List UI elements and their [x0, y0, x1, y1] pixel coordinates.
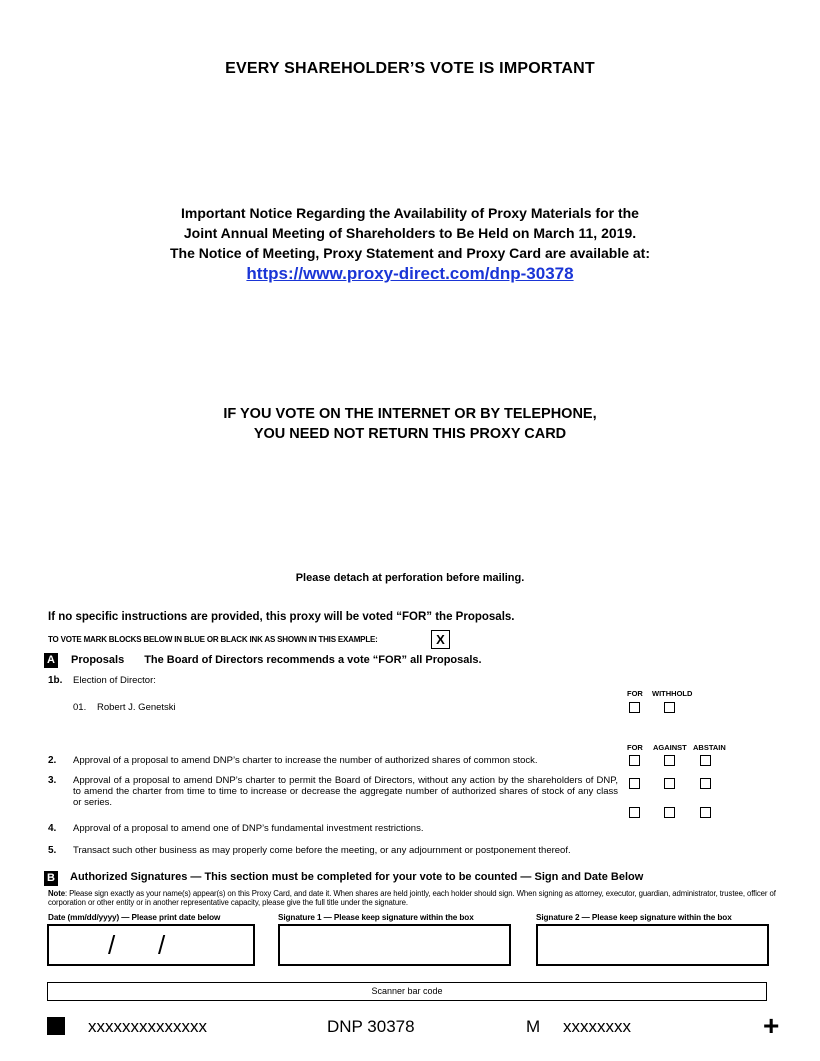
default-vote-statement: If no specific instructions are provided, this proxy will be voted “FOR” the Proposals. — [48, 611, 515, 623]
proposal-4-text: Approval of a proposal to amend one of DNP’s fundamental investment restrictions. — [73, 823, 424, 834]
col-against: AGAINST — [653, 743, 687, 752]
notice-line-1: Important Notice Regarding the Availability of Proxy Materials for the — [181, 205, 639, 221]
col-for: FOR — [627, 743, 643, 752]
note-label: Note — [48, 889, 65, 898]
proposal-2-against-checkbox[interactable] — [664, 755, 675, 766]
detach-instruction: Please detach at perforation before mailing. — [295, 572, 525, 584]
signature-2-field[interactable] — [536, 924, 769, 966]
proposal-2-text: Approval of a proposal to amend DNP’s charter to increase the number of authorized shares of common stock. — [73, 755, 538, 766]
date-separator-2: / — [158, 930, 166, 960]
proposal-4-number: 4. — [48, 823, 57, 834]
proposal-3-text: Approval of a proposal to amend DNP’s charter to permit the Board of Directors, without any action by the shareholders of DNP, to amend the charter from time to time to increase or decrease the aggregate number of authorized shares of stock of any class or series. — [73, 775, 618, 808]
page-title: EVERY SHAREHOLDER’S VOTE IS IMPORTANT — [225, 60, 595, 77]
signature-1-label: Signature 1 — Please keep signature within the box — [278, 913, 474, 922]
nominee-name: Robert J. Genetski — [97, 702, 176, 713]
registration-square — [47, 1017, 65, 1035]
proposal-1b-number: 1b. — [48, 675, 63, 686]
date-label: Date (mm/dd/yyyy) — Please print date below — [48, 913, 221, 922]
proxy-materials-link[interactable]: https://www.proxy-direct.com/dnp-30378 — [246, 264, 574, 283]
proposal-4-against-checkbox[interactable] — [664, 807, 675, 818]
proposal-3-abstain-checkbox[interactable] — [700, 778, 711, 789]
footer-id: xxxxxxxx — [563, 1017, 631, 1036]
section-a-badge: A — [44, 653, 58, 668]
nominee-number: 01. — [73, 702, 87, 713]
proposal-4-abstain-checkbox[interactable] — [700, 807, 711, 818]
notice-line-3: The Notice of Meeting, Proxy Statement and Proxy Card are available at: — [169, 245, 651, 261]
proposal-2-abstain-checkbox[interactable] — [700, 755, 711, 766]
section-a-heading — [71, 654, 482, 666]
nominee-withhold-checkbox[interactable] — [664, 702, 675, 713]
registration-plus-icon: + — [763, 1010, 780, 1041]
proposal-3-against-checkbox[interactable] — [664, 778, 675, 789]
proposal-2-number: 2. — [48, 755, 57, 766]
col-for-1b: FOR — [627, 689, 643, 698]
proposal-4-for-checkbox[interactable] — [629, 807, 640, 818]
vote-instruction: TO VOTE MARK BLOCKS BELOW IN BLUE OR BLACK INK AS SHOWN IN THIS EXAMPLE: — [48, 635, 378, 644]
section-b-title: Authorized Signatures — This section must be completed for your vote to be counted — Sign and Date Below — [70, 871, 644, 883]
signature-note — [48, 889, 788, 907]
footer-account: xxxxxxxxxxxxxx — [88, 1017, 207, 1036]
col-withhold-1b: WITHHOLD — [652, 689, 693, 698]
proposal-1b-text: Election of Director: — [73, 675, 156, 686]
proxy-materials-notice — [0, 203, 820, 285]
example-mark-box: X — [431, 630, 450, 649]
board-recommendation: The Board of Directors recommends a vote “FOR” all Proposals. — [144, 654, 482, 666]
date-field[interactable] — [47, 924, 255, 966]
footer-code: DNP 30378 — [327, 1017, 415, 1036]
proposal-3-number: 3. — [48, 775, 57, 786]
notice-line-2: Joint Annual Meeting of Shareholders to Be Held on March 11, 2019. — [183, 225, 637, 241]
proposal-5-number: 5. — [48, 845, 57, 856]
col-abstain: ABSTAIN — [693, 743, 726, 752]
internet-notice-line-2: YOU NEED NOT RETURN THIS PROXY CARD — [253, 426, 567, 442]
date-separator-1: / — [108, 930, 116, 960]
signature-1-field[interactable] — [278, 924, 511, 966]
section-a-title: Proposals — [71, 654, 125, 666]
internet-vote-notice — [0, 404, 820, 444]
proposal-3-for-checkbox[interactable] — [629, 778, 640, 789]
nominee-for-checkbox[interactable] — [629, 702, 640, 713]
proposal-2-for-checkbox[interactable] — [629, 755, 640, 766]
internet-notice-line-1: IF YOU VOTE ON THE INTERNET OR BY TELEPHONE, — [223, 406, 597, 422]
section-b-badge: B — [44, 871, 58, 886]
footer-letter: M — [526, 1017, 541, 1036]
signature-2-label: Signature 2 — Please keep signature within the box — [536, 913, 732, 922]
proposal-5-text: Transact such other business as may properly come before the meeting, or any adjournment or postponement thereof. — [73, 845, 571, 856]
scanner-bar-code: Scanner bar code — [47, 982, 767, 1001]
note-text: : Please sign exactly as your name(s) appear(s) on this Proxy Card, and date it. When shares are held jointly, each holder should sign. When signing as attorney, executor, guardian, administrator, trustee, officer of corporation or other entity or in another representative capacity, please give the full title under the signature. — [48, 889, 776, 907]
